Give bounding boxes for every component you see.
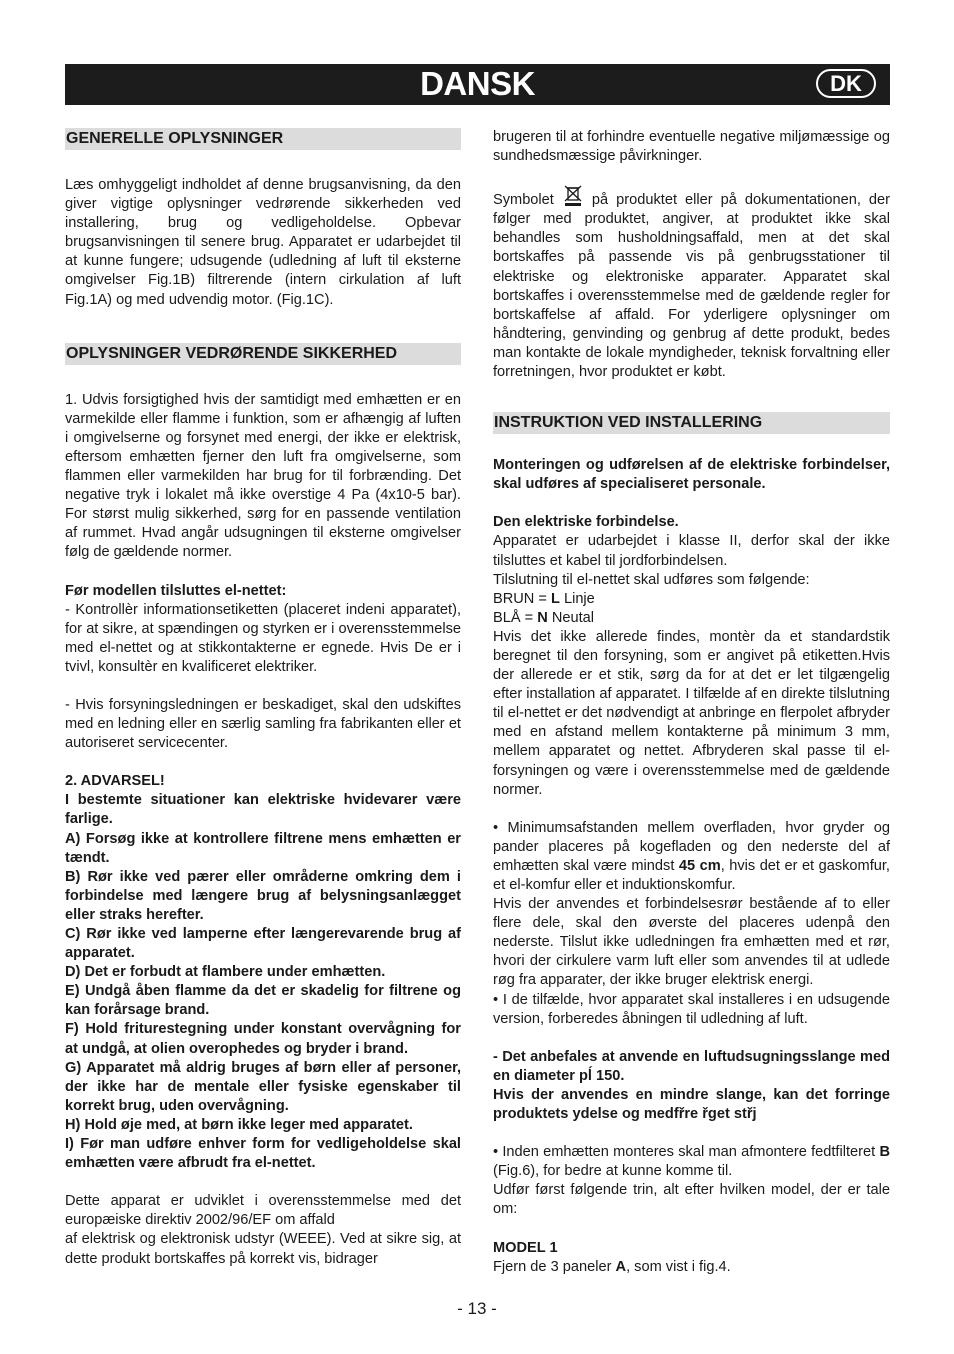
safety-subheading: Før modellen tilsluttes el-nettet: (65, 582, 287, 599)
general-paragraph: Læs omhyggeligt indholdet af denne brugsanvisning, da den giver vigtige oplysninger vedrørende sikkerheden ved installering, brug og vedligeholdelse. Opbevar brugsanvisningen til senere brug. Apparatet er udarbejdet til at kunne fungere; udsugende (udledning af luft til eksterne omgivelser Fig.1B) filtrerende (intern cirkulation af luft Fig.1A) og med udvendig motor. (Fig.1C). (65, 177, 461, 308)
section-heading-safety: OPLYSNINGER VEDRØRENDE SIKKERHED (65, 343, 461, 365)
symbol-text: på produktet eller på dokumentationen, der følger med produktet, angiver, at produktet ikke skal behandles som husholdningsaffald, men at det skal bortskaffes på passende vis på genbrugsstationer til elektriske og elektroniske apparater. Apparatet skal bortskaffes i overensstemmelse med de gældende regler for bortskaffelse af affald. For yderligere oplysninger om håndtering, genvinding og genbrug af dette produkt, bedes man kontakte de lokale myndigheder, teknisk forvaltning eller forretningen, hvor produktet er købt. (493, 192, 891, 381)
language-banner (65, 64, 890, 105)
crossed-bin-icon (564, 185, 582, 207)
right-column (493, 128, 890, 1277)
safety-paragraph-1: 1. Udvis forsigtighed hvis der samtidigt med emhætten er en varmekilde eller flamme i funktion, som er afhængig af luften i omgivelserne og forsynet med energi, der ikke er elektrisk, eftersom emhætten fjerner den luft fra omgivelserne, som flammen eller varmekilden har brug for til forbrænding. Det negative tryk i lokalet må ikke overstige 4 Pa (4x10-5 bar). For størst mulig sikkerhed, sørg for en passende ventilation af rummet. Hvad angår udsugningen til eksterne omgivelser følg de gældende normer. (65, 391, 461, 561)
warning-item: D) Det er forbudt at flambere under emhætten. (65, 964, 386, 981)
weee-paragraph-2: af elektrisk og elektronisk udstyr (WEEE). Ved at sikre sig, at dette produkt bortskaffes på korrekt vis, bidrager (65, 1231, 461, 1267)
country-code-badge: DK (816, 69, 876, 98)
warning-item: H) Hold øje med, at børn ikke leger med apparatet. (65, 1116, 413, 1133)
warning-item: E) Undgå åben flamme da det er skadelig for filtrene og kan forårsage brand. (65, 983, 461, 1019)
symbol-paragraph (493, 185, 890, 382)
symbol-prefix: Symbolet (493, 192, 554, 209)
hose-warning: Hvis der anvendes en mindre slange, kan det forringe produktets ydelse og medfřre řget střj (493, 1086, 890, 1123)
grease-filter-paragraph: • Inden emhætten monteres skal man afmontere fedtfilteret B (Fig.6), for bedre at kunne komme til. (493, 1144, 890, 1180)
warning-item: A) Forsøg ikke at kontrollere filtrene mens emhætten er tændt. (65, 830, 461, 866)
electrical-subheading: Den elektriske forbindelse. (493, 514, 679, 531)
warning-list (65, 772, 461, 1173)
warning-item: F) Hold friturestegning under konstant overvågning for at undgå, at olien overophedes og bryder i brand. (65, 1021, 461, 1057)
warning-item: B) Rør ikke ved pærer eller områderne omkring dem i forbindelse med længere brug af belysningsanlægget eller straks herefter. (65, 868, 461, 923)
model-heading: MODEL 1 (493, 1239, 558, 1256)
hose-recommendation: - Det anbefales at anvende en luftudsugningsslange med en diameter pĺ 150. (493, 1048, 890, 1084)
plug-paragraph: Hvis det ikke allerede findes, montèr da et standardstik beregnet til den forsyning, som er angivet på etiketten.Hvis der allerede er et stik, sørg da for at det er let tilgængelig efter installation af apparatet. I tilfælde af en direkte tilslutning til el-nettet er det nødvendigt at anbringe en flerpolet afbryder med en afstand mellem kontakterne på minimum 3 mm, mellem apparatet og nettet. Afbryderen skal passe til el- forsyningen og være i overensstemmelse med de gældende normer. (493, 628, 890, 798)
section-heading-installation: INSTRUKTION VED INSTALLERING (493, 412, 890, 434)
brown-wire-line: BRUN = L Linje (493, 590, 595, 607)
remove-panels-line: Fjern de 3 paneler A, som vist i fig.4. (493, 1258, 731, 1275)
warning-item: 2. ADVARSEL! (65, 773, 165, 790)
page-number: - 13 - (457, 1299, 497, 1318)
section-heading-general: GENERELLE OPLYSNINGER (65, 128, 461, 150)
safety-paragraph-2: - Kontrollèr informationsetiketten (placeret indeni apparatet), for at sikre, at spændingen og styrken er i overensstemmelse med el-nettet og at stikkontakterne er egnede. Hvis De er i tvivl, konsultèr en kvalificeret elektriker. (65, 601, 461, 675)
steps-intro: Udfør først følgende trin, alt efter hvilken model, der er tale om: (493, 1182, 890, 1218)
warning-item: C) Rør ikke ved lamperne efter længerevarende brug af apparatet. (65, 926, 461, 962)
electrical-connection-intro: Tilslutning til el-nettet skal udføres som følgende: (493, 571, 810, 588)
left-column (65, 128, 461, 1269)
weee-paragraph-1: Dette apparat er udviklet i overensstemmelse med det europæiske direktiv 2002/96/EF om affald (65, 1193, 461, 1229)
installation-note-bold: Monteringen og udførelsen af de elektriske forbindelser, skal udføres af specialiseret personale. (493, 457, 890, 493)
min-distance-paragraph: • Minimumsafstanden mellem overfladen, hvor gryder og pander placeres på kogefladen og den nederste del af emhætten skal være mindst 45 cm, hvis det er et gaskomfur, et el-komfur eller et induktionskomfur. (493, 819, 890, 893)
blue-wire-line: BLÅ = N Neutal (493, 609, 595, 626)
electrical-class-paragraph: Apparatet er udarbejdet i klasse II, derfor skal der ikke tilsluttes et kabel til jordforbindelsen. (493, 533, 890, 569)
safety-paragraph-3: - Hvis forsyningsledningen er beskadiget, skal den udskiftes med en ledning eller en særlig samling fra fabrikanten eller et autoriseret servicecenter. (65, 696, 461, 752)
warning-item: I) Før man udføre enhver form for vedligeholdelse skal emhætten være afbrudt fra el-nettet. (65, 1136, 461, 1172)
duct-paragraph: Hvis der anvendes et forbindelsesrør bestående af to eller flere dele, skal den øverste del placeres udenpå den nederste. Tilslut ikke udledningen fra emhætten med et rør, hvori der cirkulere varm luft eller som anvendes til at udlede røg fra apparater, der ikke bruger elektrisk energi. (493, 896, 890, 989)
extraction-paragraph: • I de tilfælde, hvor apparatet skal installeres i en udsugende version, forberedes åbningen til udledning af luft. (493, 991, 890, 1027)
page-title: DANSK (420, 65, 535, 102)
weee-continuation: brugeren til at forhindre eventuelle negative miljømæssige og sundhedsmæssige påvirkninger. (493, 129, 890, 165)
warning-item: I bestemte situationer kan elektriske hvidevarer være farlige. (65, 792, 461, 828)
warning-item: G) Apparatet må aldrig bruges af børn eller af personer, der ikke har de mentale eller fysiske egenskaber til korrekt brug, uden overvågning. (65, 1059, 461, 1114)
